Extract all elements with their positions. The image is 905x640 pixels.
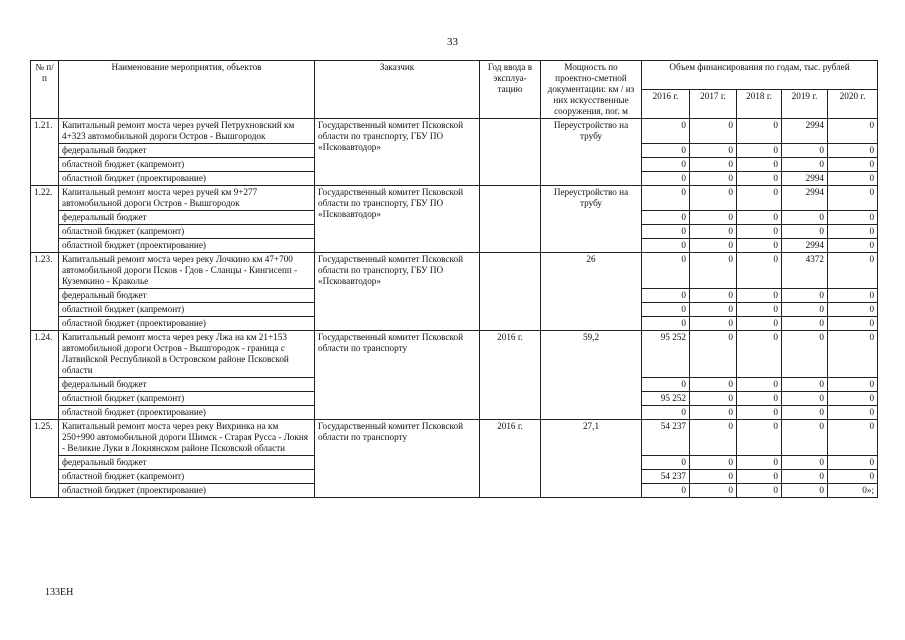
funding-value: 0 <box>642 317 690 331</box>
funding-value: 0 <box>782 158 828 172</box>
funding-value: 0 <box>690 484 737 498</box>
funding-value: 0 <box>690 406 737 420</box>
table-row <box>31 331 878 378</box>
funding-value: 0 <box>690 420 737 456</box>
funding-value: 4372 <box>782 253 828 289</box>
funding-value: 0 <box>737 253 782 289</box>
funding-value: 0 <box>828 470 878 484</box>
funding-value: 0 <box>737 470 782 484</box>
funding-value: 0 <box>828 239 878 253</box>
funding-value: 0 <box>642 484 690 498</box>
funding-value: 0 <box>737 406 782 420</box>
funding-value: 0 <box>737 456 782 470</box>
header-customer: Заказчик <box>315 61 480 119</box>
funding-value: 0 <box>828 225 878 239</box>
budget-source-label: областной бюджет (проектирование) <box>59 239 315 253</box>
funding-value: 0 <box>782 144 828 158</box>
funding-value: 0 <box>737 225 782 239</box>
funding-value: 54 237 <box>642 470 690 484</box>
funding-value: 0 <box>690 144 737 158</box>
funding-value: 0 <box>828 253 878 289</box>
funding-value: 0»; <box>828 484 878 498</box>
funding-value: 0 <box>828 331 878 378</box>
funding-value: 0 <box>782 392 828 406</box>
funding-value: 0 <box>690 225 737 239</box>
item-capacity: Переустройство на трубу <box>541 186 642 253</box>
funding-value: 0 <box>690 331 737 378</box>
header-funding-group: Объем финансирования по годам, тыс. рублей <box>642 61 878 90</box>
table-row <box>31 253 878 289</box>
header-year-col: 2018 г. <box>737 90 782 119</box>
funding-value: 0 <box>828 456 878 470</box>
funding-value: 0 <box>642 211 690 225</box>
funding-value: 2994 <box>782 119 828 144</box>
table-row <box>31 186 878 211</box>
header-year-col: 2019 г. <box>782 90 828 119</box>
funding-value: 0 <box>690 186 737 211</box>
budget-source-label: федеральный бюджет <box>59 211 315 225</box>
header-year-col: 2017 г. <box>690 90 737 119</box>
funding-value: 0 <box>828 303 878 317</box>
item-capacity: 59,2 <box>541 331 642 420</box>
funding-value: 0 <box>828 406 878 420</box>
funding-value: 0 <box>642 158 690 172</box>
funding-value: 0 <box>737 186 782 211</box>
funding-value: 0 <box>642 144 690 158</box>
funding-value: 0 <box>737 158 782 172</box>
item-capacity: 26 <box>541 253 642 331</box>
funding-value: 0 <box>737 331 782 378</box>
header-year-col: 2020 г. <box>828 90 878 119</box>
item-name: Капитальный ремонт моста через ручей км 9+277 автомобильной дороги Остров - Вышгородок <box>59 186 315 211</box>
funding-value: 0 <box>690 253 737 289</box>
item-number: 1.22. <box>31 186 59 253</box>
item-number: 1.23. <box>31 253 59 331</box>
item-year: 2016 г. <box>480 331 541 420</box>
funding-value: 0 <box>690 289 737 303</box>
item-year <box>480 253 541 331</box>
funding-value: 0 <box>737 172 782 186</box>
funding-value: 0 <box>782 406 828 420</box>
funding-value: 0 <box>690 158 737 172</box>
item-customer: Государственный комитет Псковской области по транспорту, ГБУ ПО «Псковавтодор» <box>315 119 480 186</box>
page-number: 33 <box>447 36 458 48</box>
budget-source-label: федеральный бюджет <box>59 289 315 303</box>
funding-value: 0 <box>642 253 690 289</box>
item-name: Капитальный ремонт моста через реку Вихринка на км 250+990 автомобильной дороги Шимск - Старая Русса - Локня - Великие Луки в Локнянском районе Псковской области <box>59 420 315 456</box>
funding-value: 0 <box>690 392 737 406</box>
budget-source-label: областной бюджет (капремонт) <box>59 392 315 406</box>
budget-source-label: областной бюджет (капремонт) <box>59 158 315 172</box>
table-row <box>31 420 878 456</box>
funding-value: 54 237 <box>642 420 690 456</box>
funding-value: 0 <box>782 456 828 470</box>
funding-value: 0 <box>737 378 782 392</box>
funding-value: 0 <box>642 378 690 392</box>
funding-value: 2994 <box>782 239 828 253</box>
funding-value: 0 <box>737 119 782 144</box>
funding-value: 0 <box>737 317 782 331</box>
item-year <box>480 119 541 186</box>
item-customer: Государственный комитет Псковской области по транспорту <box>315 420 480 498</box>
funding-value: 0 <box>782 378 828 392</box>
budget-source-label: федеральный бюджет <box>59 456 315 470</box>
funding-value: 0 <box>828 158 878 172</box>
header-num: № п/п <box>31 61 59 119</box>
header-year-col: 2016 г. <box>642 90 690 119</box>
funding-value: 0 <box>642 119 690 144</box>
table-header <box>31 61 878 119</box>
budget-source-label: областной бюджет (проектирование) <box>59 484 315 498</box>
item-name: Капитальный ремонт моста через ручей Петрухновский км 4+323 автомобильной дороги Остров - Вышгородок <box>59 119 315 144</box>
header-name: Наименование мероприятия, объектов <box>59 61 315 119</box>
item-year <box>480 186 541 253</box>
funding-value: 0 <box>642 239 690 253</box>
funding-value: 0 <box>642 225 690 239</box>
funding-value: 0 <box>828 392 878 406</box>
funding-value: 0 <box>828 186 878 211</box>
item-capacity: Переустройство на трубу <box>541 119 642 186</box>
funding-value: 0 <box>782 484 828 498</box>
funding-value: 0 <box>737 420 782 456</box>
funding-value: 0 <box>690 172 737 186</box>
funding-value: 0 <box>690 317 737 331</box>
funding-value: 0 <box>828 289 878 303</box>
budget-source-label: областной бюджет (проектирование) <box>59 172 315 186</box>
item-number: 1.24. <box>31 331 59 420</box>
header-capacity: Мощность по проектно-сметной документации: км / из них искусственные сооружения, пог. м <box>541 61 642 119</box>
funding-value: 0 <box>690 378 737 392</box>
item-name: Капитальный ремонт моста через реку Лочкино км 47+700 автомобильной дороги Псков - Гдов - Сланцы - Кингисепп - Куземкино - Краколье <box>59 253 315 289</box>
budget-source-label: областной бюджет (проектирование) <box>59 317 315 331</box>
funding-value: 0 <box>828 144 878 158</box>
funding-value: 0 <box>828 172 878 186</box>
funding-value: 0 <box>782 331 828 378</box>
funding-value: 0 <box>782 317 828 331</box>
budget-source-label: федеральный бюджет <box>59 144 315 158</box>
funding-value: 0 <box>690 456 737 470</box>
funding-value: 0 <box>828 317 878 331</box>
funding-value: 0 <box>737 392 782 406</box>
item-customer: Государственный комитет Псковской области по транспорту, ГБУ ПО «Псковавтодор» <box>315 186 480 253</box>
budget-source-label: областной бюджет (капремонт) <box>59 470 315 484</box>
funding-value: 0 <box>737 144 782 158</box>
item-capacity: 27,1 <box>541 420 642 498</box>
funding-value: 0 <box>782 225 828 239</box>
funding-value: 0 <box>642 186 690 211</box>
funding-value: 0 <box>690 211 737 225</box>
financing-table <box>30 60 878 498</box>
item-year: 2016 г. <box>480 420 541 498</box>
funding-value: 0 <box>828 119 878 144</box>
funding-value: 0 <box>828 378 878 392</box>
budget-source-label: федеральный бюджет <box>59 378 315 392</box>
funding-value: 0 <box>690 239 737 253</box>
item-name: Капитальный ремонт моста через реку Лжа на км 21+153 автомобильной дороги Остров - Вышгородок - граница с Латвийской Республикой в Островском районе Псковской области <box>59 331 315 378</box>
funding-value: 0 <box>690 470 737 484</box>
funding-value: 0 <box>642 456 690 470</box>
item-number: 1.25. <box>31 420 59 498</box>
footer-code: 133ЕН <box>45 587 74 598</box>
funding-value: 0 <box>642 172 690 186</box>
budget-source-label: областной бюджет (капремонт) <box>59 303 315 317</box>
funding-value: 0 <box>737 303 782 317</box>
table-row <box>31 119 878 144</box>
funding-value: 0 <box>690 303 737 317</box>
funding-value: 95 252 <box>642 331 690 378</box>
funding-value: 0 <box>642 289 690 303</box>
funding-value: 0 <box>782 289 828 303</box>
funding-value: 0 <box>642 406 690 420</box>
budget-source-label: областной бюджет (капремонт) <box>59 225 315 239</box>
funding-value: 0 <box>642 303 690 317</box>
funding-value: 95 252 <box>642 392 690 406</box>
funding-value: 0 <box>782 420 828 456</box>
item-customer: Государственный комитет Псковской области по транспорту, ГБУ ПО «Псковавтодор» <box>315 253 480 331</box>
funding-value: 0 <box>690 119 737 144</box>
funding-value: 0 <box>828 420 878 456</box>
item-customer: Государственный комитет Псковской области по транспорту <box>315 331 480 420</box>
funding-value: 0 <box>737 289 782 303</box>
funding-value: 2994 <box>782 172 828 186</box>
funding-value: 0 <box>737 239 782 253</box>
funding-value: 2994 <box>782 186 828 211</box>
funding-value: 0 <box>782 470 828 484</box>
funding-value: 0 <box>782 211 828 225</box>
funding-value: 0 <box>782 303 828 317</box>
item-number: 1.21. <box>31 119 59 186</box>
funding-value: 0 <box>828 211 878 225</box>
budget-source-label: областной бюджет (проектирование) <box>59 406 315 420</box>
funding-value: 0 <box>737 211 782 225</box>
table-body <box>31 119 878 498</box>
funding-value: 0 <box>737 484 782 498</box>
header-year: Год ввода в эксплуа-тацию <box>480 61 541 119</box>
